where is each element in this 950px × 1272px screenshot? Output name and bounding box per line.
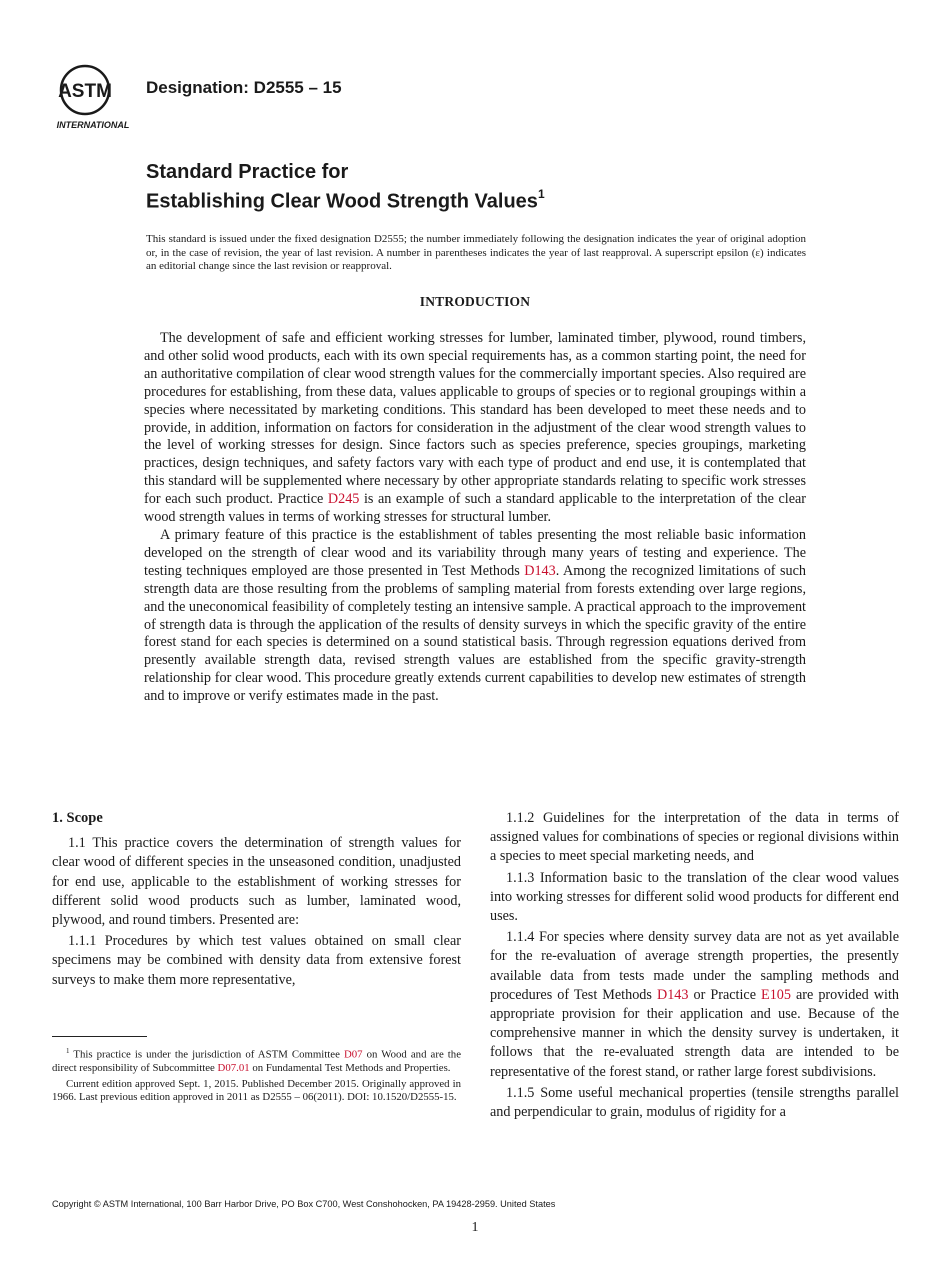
footnotes bbox=[52, 1045, 461, 1107]
page-title bbox=[146, 160, 545, 214]
ref-link-d143[interactable]: D143 bbox=[656, 986, 689, 1003]
scope-1-1-5: 1.1.5 Some useful mechanical properties (tensile strengths parallel and perpendicular to grain, modulus of rigidity for a bbox=[490, 1084, 899, 1121]
page-number: 1 bbox=[471, 1220, 479, 1235]
scope-1-1: 1.1 This practice covers the determination of strength values for clear wood of different species in the unseasoned condition, unadjusted for end use, applicable to the establishment of working stresses for different solid wood products such as lumber, laminated wood, plywood, and round timbers. Presented are: bbox=[52, 835, 461, 929]
scope-1-1-4-text-c: are provided with appropriate provision for their application and use. Because of the comprehensive manner in which the density survey is undertaken, it follows that the re-evaluated strength data are intended to be representative of the forest stand, or rather large forest subdivisions. bbox=[490, 986, 899, 1080]
footnote-1-text-b: on Wood and are the direct responsibility of Subcommittee bbox=[52, 1048, 461, 1074]
right-column bbox=[490, 809, 899, 1124]
introduction-paragraph bbox=[144, 330, 806, 527]
intro-p2-text-b: . Among the recognized limitations of such strength data are those resulting from the problems of sampling material from forests extending over large regions, and the uneconomical feasibility of completely testing an intensive sample. A practical approach to the improvement of strength data is through the application of the results of density surveys in which the specific gravity of the entire forest stand for each species is determined on a sound statistical basis. Through regression equations derived from presently available strength data, revised strength values are established from the specific gravity-strength relationship for clear wood. This procedure greatly extends current capabilities to develop new estimates of strength and to improve or verify estimates made in the past. bbox=[144, 562, 806, 705]
logo-main-text: ASTM bbox=[58, 81, 112, 102]
footnote-2: Current edition approved Sept. 1, 2015. Published December 2015. Originally approved in 1966. Last previous edition approved in 2011 as D2555 – 06(2011). DOI: 10.1520/D2555-15. bbox=[52, 1078, 461, 1104]
logo-sub-text: INTERNATIONAL bbox=[56, 120, 130, 130]
scope-1-1-4 bbox=[490, 928, 899, 1082]
title-line-2 bbox=[146, 184, 545, 214]
ref-link-d245[interactable]: D245 bbox=[327, 491, 360, 508]
scope-1-1-3: 1.1.3 Information basic to the translation of the clear wood values into working stresses for different solid wood products for different end uses. bbox=[490, 869, 899, 925]
intro-p2-text-a: A primary feature of this practice is the establishment of tables presenting the most reliable basic information developed on the strength of clear wood and its variability through many years of testing and experience. The testing techniques employed are those presented in Test Methods bbox=[144, 526, 806, 579]
scope-1-1-2: 1.1.2 Guidelines for the interpretation of the data in terms of assigned values for combinations of species or regional divisions within a species to meet special marketing needs, and bbox=[490, 810, 899, 865]
ref-link-d07[interactable]: D07 bbox=[343, 1048, 363, 1061]
scope-1-1-4-text-b: or Practice bbox=[688, 986, 762, 1003]
footnote-1-mark: 1 bbox=[66, 1047, 70, 1055]
designation: Designation: D2555 – 15 bbox=[146, 78, 342, 97]
intro-p1-text-a: The development of safe and efficient working stresses for lumber, laminated timber, plywood, round timbers, and other solid wood products, each with its own special requirements has, as a common starting point, the need for an authoritative compilation of clear wood strength values for the commercially important species. Also required are procedures for establishing, from these data, values applicable to groups of species or to regional groupings within a species where necessitated by marketing conditions. This standard has been developed to meet these needs and to provide, in addition, information on factors for consideration in the adjustment of the clear wood strength values to the level of working stresses for design. Since factors such as species preference, species groupings, marketing practices, design techniques, and safety factors vary with each type of product and end use, it is contemplated that this standard will be supplemented where necessary by other appropriate standards relating to specific work stresses for each such product. Practice bbox=[144, 330, 806, 508]
introduction-heading: INTRODUCTION bbox=[419, 294, 531, 309]
footnote-1 bbox=[52, 1045, 461, 1075]
footnote-1-text-c: on Fundamental Test Methods and Properties. bbox=[249, 1061, 451, 1074]
copyright: Copyright © ASTM International, 100 Barr Harbor Drive, PO Box C700, West Conshohocken, PA 19428-2959. United States bbox=[52, 1199, 556, 1209]
introduction-paragraph bbox=[144, 527, 806, 706]
scope-1-1-1: 1.1.1 Procedures by which test values obtained on small clear specimens may be combined with density data from extensive forest surveys to make them more representative, bbox=[52, 933, 461, 988]
scope-1-1-4-text-a: 1.1.4 For species where density survey data are not as yet available for the re-evaluation of average strength properties, the presently available data from tests made under the sampling methods and procedures of Test Methods bbox=[490, 929, 899, 1003]
issue-note: This standard is issued under the fixed designation D2555; the number immediately following the designation indicates the year of original adoption or, in the case of revision, the year of last revision. A number in parentheses indicates the year of last reapproval. A superscript epsilon (ε) indicates an editorial change since the last revision or reapproval. bbox=[146, 233, 806, 272]
title-footnote-mark: 1 bbox=[537, 187, 545, 201]
astm-logo bbox=[52, 60, 134, 130]
title-line-1: Standard Practice for bbox=[146, 161, 349, 183]
footnote-divider bbox=[52, 1036, 147, 1037]
ref-link-e105[interactable]: E105 bbox=[761, 986, 791, 1003]
scope-heading: 1. Scope bbox=[52, 810, 103, 826]
title-line-2-text: Establishing Clear Wood Strength Values bbox=[146, 190, 538, 213]
ref-link-d07-01[interactable]: D07.01 bbox=[217, 1061, 250, 1074]
ref-link-d143[interactable]: D143 bbox=[524, 562, 556, 579]
introduction bbox=[144, 330, 806, 706]
footnote-1-text-a: This practice is under the jurisdiction of ASTM Committee bbox=[69, 1048, 344, 1061]
left-column bbox=[52, 809, 461, 992]
intro-p1-text-b: is an example of such a standard applicable to the interpretation of the clear wood strength values in terms of working stresses for structural lumber. bbox=[144, 491, 807, 526]
